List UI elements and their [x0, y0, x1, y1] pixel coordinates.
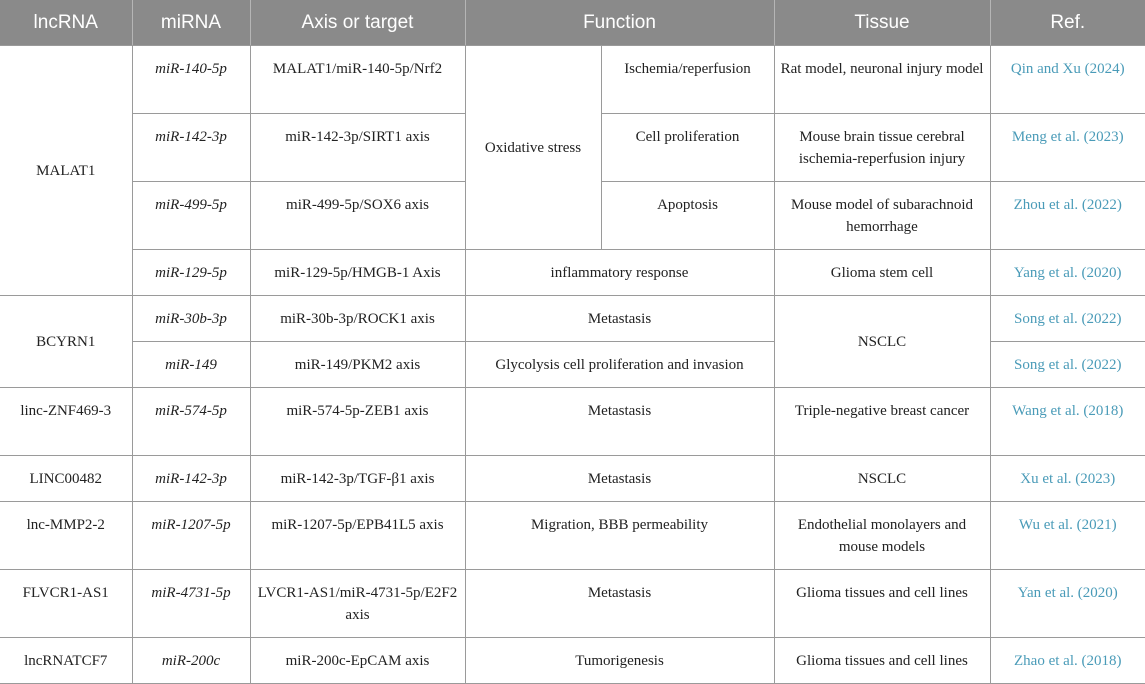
ref-cell [990, 46, 1145, 114]
mirna-cell: miR-574-5p [132, 388, 250, 456]
function-cell: inflammatory response [465, 250, 774, 296]
function-cell: Metastasis [465, 388, 774, 456]
ref-link[interactable]: Meng et al. (2023) [1011, 129, 1124, 145]
axis-cell: miR-1207-5p/EPB41L5 axis [250, 502, 465, 570]
axis-cell: miR-574-5p-ZEB1 axis [250, 388, 465, 456]
lncrna-cell: MALAT1 [0, 46, 132, 296]
header-tissue: Tissue [774, 0, 990, 46]
ref-link[interactable]: Song et al. (2022) [1014, 357, 1122, 373]
lncrna-cell: BCYRN1 [0, 296, 132, 388]
function-cell: Apoptosis [601, 182, 774, 250]
header-row [0, 0, 1145, 46]
axis-cell: miR-499-5p/SOX6 axis [250, 182, 465, 250]
ref-link[interactable]: Xu et al. (2023) [1020, 471, 1116, 487]
table-row [0, 250, 1145, 296]
ref-cell [990, 250, 1145, 296]
table-row [0, 456, 1145, 502]
axis-cell: miR-129-5p/HMGB-1 Axis [250, 250, 465, 296]
function-cell: Cell proliferation [601, 114, 774, 182]
tissue-cell: NSCLC [774, 456, 990, 502]
header-axis: Axis or target [250, 0, 465, 46]
axis-cell: miR-142-3p/SIRT1 axis [250, 114, 465, 182]
header-function: Function [465, 0, 774, 46]
function-group-cell: Oxidative stress [465, 46, 601, 250]
table-row [0, 296, 1145, 342]
mirna-cell: miR-142-3p [132, 114, 250, 182]
mirna-cell: miR-140-5p [132, 46, 250, 114]
mirna-cell: miR-129-5p [132, 250, 250, 296]
function-cell: Tumorigenesis [465, 638, 774, 684]
table-row [0, 46, 1145, 114]
function-cell: Ischemia/reperfusion [601, 46, 774, 114]
ref-cell [990, 114, 1145, 182]
table-row [0, 570, 1145, 638]
mirna-cell: miR-200c [132, 638, 250, 684]
ref-link[interactable]: Wang et al. (2018) [1012, 403, 1124, 419]
header-mirna: miRNA [132, 0, 250, 46]
tissue-cell: Glioma tissues and cell lines [774, 638, 990, 684]
ref-link[interactable]: Yan et al. (2020) [1017, 585, 1118, 601]
ref-cell [990, 456, 1145, 502]
ref-link[interactable]: Yang et al. (2020) [1013, 265, 1122, 281]
tissue-cell: Mouse brain tissue cerebral ischemia-reperfusion injury [774, 114, 990, 182]
axis-cell: LVCR1-AS1/miR-4731-5p/E2F2 axis [250, 570, 465, 638]
ref-cell [990, 388, 1145, 456]
ref-link[interactable]: Qin and Xu (2024) [1010, 61, 1125, 77]
table-row [0, 502, 1145, 570]
ref-cell [990, 502, 1145, 570]
header-lncrna: lncRNA [0, 0, 132, 46]
tissue-cell: NSCLC [774, 296, 990, 388]
ref-link[interactable]: Wu et al. (2021) [1018, 517, 1117, 533]
lncrna-cell: lnc-MMP2-2 [0, 502, 132, 570]
tissue-cell: Endothelial monolayers and mouse models [774, 502, 990, 570]
lncrna-cell: linc-ZNF469-3 [0, 388, 132, 456]
ref-cell [990, 570, 1145, 638]
tissue-cell: Rat model, neuronal injury model [774, 46, 990, 114]
table-row [0, 638, 1145, 684]
ref-cell [990, 182, 1145, 250]
axis-cell: miR-30b-3p/ROCK1 axis [250, 296, 465, 342]
function-cell: Metastasis [465, 456, 774, 502]
axis-cell: MALAT1/miR-140-5p/Nrf2 [250, 46, 465, 114]
ref-link[interactable]: Zhou et al. (2022) [1013, 197, 1122, 213]
tissue-cell: Glioma tissues and cell lines [774, 570, 990, 638]
tissue-cell: Triple-negative breast cancer [774, 388, 990, 456]
function-cell: Metastasis [465, 570, 774, 638]
mirna-cell: miR-1207-5p [132, 502, 250, 570]
axis-cell: miR-149/PKM2 axis [250, 342, 465, 388]
ref-cell [990, 342, 1145, 388]
function-cell: Metastasis [465, 296, 774, 342]
axis-cell: miR-142-3p/TGF-β1 axis [250, 456, 465, 502]
ref-link[interactable]: Song et al. (2022) [1014, 311, 1122, 327]
tissue-cell: Mouse model of subarachnoid hemorrhage [774, 182, 990, 250]
header-ref: Ref. [990, 0, 1145, 46]
lncrna-cell: FLVCR1-AS1 [0, 570, 132, 638]
mirna-cell: miR-149 [132, 342, 250, 388]
tissue-cell: Glioma stem cell [774, 250, 990, 296]
ref-cell [990, 296, 1145, 342]
table-row [0, 388, 1145, 456]
lncrna-cell: LINC00482 [0, 456, 132, 502]
ref-link[interactable]: Zhao et al. (2018) [1014, 653, 1122, 669]
mirna-cell: miR-142-3p [132, 456, 250, 502]
axis-cell: miR-200c-EpCAM axis [250, 638, 465, 684]
mirna-cell: miR-499-5p [132, 182, 250, 250]
function-cell: Migration, BBB permeability [465, 502, 774, 570]
ref-cell [990, 638, 1145, 684]
mirna-cell: miR-4731-5p [132, 570, 250, 638]
mirna-cell: miR-30b-3p [132, 296, 250, 342]
function-cell: Glycolysis cell proliferation and invasion [465, 342, 774, 388]
lncrna-cell: lncRNATCF7 [0, 638, 132, 684]
